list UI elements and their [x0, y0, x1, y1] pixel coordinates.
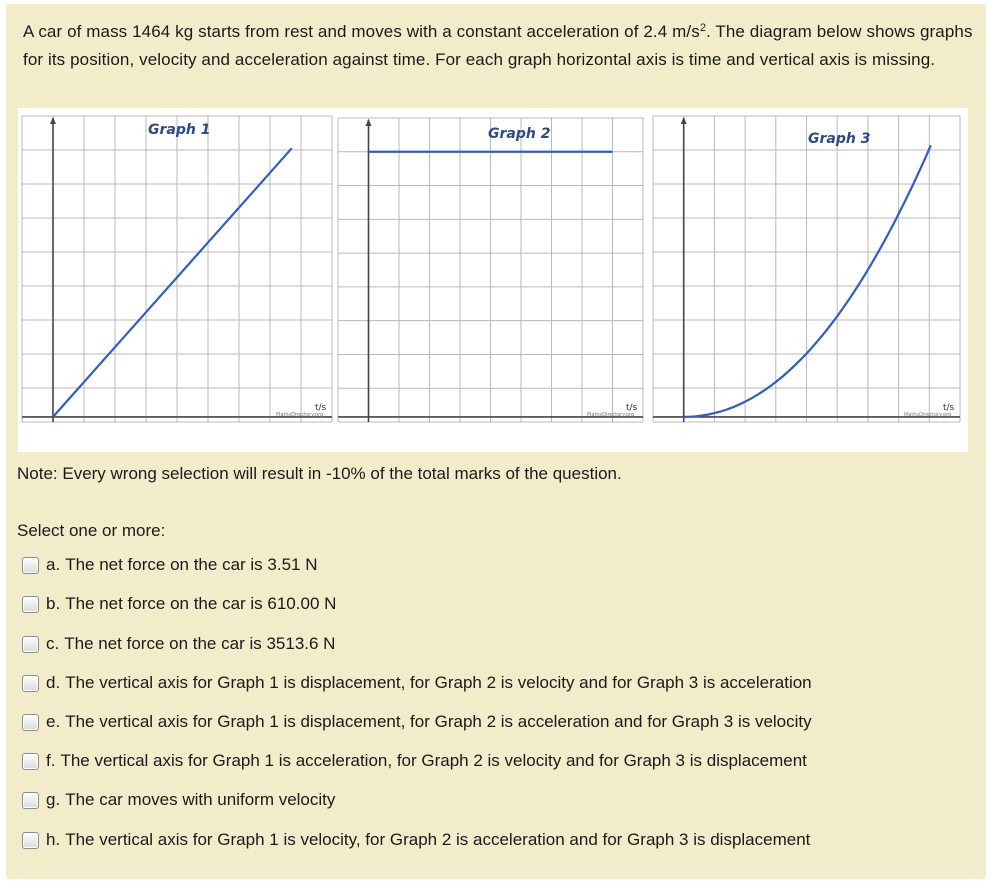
time-axis-label: t/s [943, 402, 955, 413]
graphs-figure [18, 108, 968, 452]
graph-2 [338, 118, 643, 422]
graph-3 [653, 116, 960, 422]
option-text: The vertical axis for Graph 1 is acceleration, for Graph 2 is velocity and for Graph 3 is displacement [60, 751, 807, 770]
select-label: Select one or more: [17, 521, 166, 540]
option-letter: g. [46, 790, 61, 809]
option-text: The vertical axis for Graph 1 is displacement, for Graph 2 is acceleration and for Graph 3 is velocity [65, 712, 812, 731]
option-letter: b. [46, 594, 61, 613]
graph-title: Graph 2 [488, 126, 551, 142]
option-letter: a. [46, 555, 61, 574]
option-text: The net force on the car is 3513.6 N [64, 634, 336, 653]
option-text: The net force on the car is 610.00 N [65, 594, 337, 613]
question-text-part2: . The diagram below shows graphs for its position, velocity and acceleration against time. For each graph horizontal axis is time and vertical axis is missing. [23, 22, 973, 69]
option-text: The car moves with uniform velocity [65, 790, 336, 809]
graph-grid [653, 116, 960, 422]
option-a[interactable] [22, 551, 318, 579]
time-axis-label: t/s [315, 402, 327, 413]
option-text: The vertical axis for Graph 1 is velocity, for Graph 2 is acceleration and for Graph 3 is displacement [65, 830, 811, 849]
graph-curve [684, 145, 931, 417]
graph-title: Graph 3 [808, 131, 871, 147]
graph-watermark: MathsDirectory.org [904, 412, 952, 418]
question-exponent: 2 [699, 22, 707, 34]
graph-title: Graph 1 [148, 122, 211, 138]
y-axis-arrow-icon [50, 117, 56, 124]
time-axis-label: t/s [626, 402, 638, 413]
graphs-svg [18, 108, 968, 452]
checkbox-a[interactable] [22, 557, 39, 574]
checkbox-h[interactable] [22, 832, 39, 849]
option-letter: c. [46, 634, 60, 653]
y-axis-arrow-icon [366, 119, 372, 126]
graph-watermark: MathsDirectory.org [587, 412, 635, 418]
y-axis-arrow-icon [681, 117, 687, 124]
option-h[interactable] [22, 826, 810, 854]
option-e[interactable] [22, 708, 812, 736]
graph-grid [338, 118, 643, 422]
note-text: Note: Every wrong selection will result in -10% of the total marks of the question. [17, 464, 622, 483]
option-text: The vertical axis for Graph 1 is displacement, for Graph 2 is velocity and for Graph 3 is acceleration [65, 673, 812, 692]
option-f[interactable] [22, 747, 807, 775]
option-c[interactable] [22, 630, 335, 658]
graph-watermark: MathsDirectory.org [276, 412, 324, 418]
graph-curve [53, 148, 292, 417]
checkbox-c[interactable] [22, 636, 39, 653]
checkbox-g[interactable] [22, 792, 39, 809]
option-d[interactable] [22, 669, 812, 697]
option-text: The net force on the car is 3.51 N [65, 555, 318, 574]
option-letter: d. [46, 673, 61, 692]
question-text-part1: A car of mass 1464 kg starts from rest and moves with a constant acceleration of 2.4 m/s [23, 22, 700, 41]
graph-1 [22, 116, 332, 422]
option-b[interactable] [22, 590, 336, 618]
checkbox-f[interactable] [22, 753, 39, 770]
option-letter: h. [46, 830, 61, 849]
checkbox-b[interactable] [22, 596, 39, 613]
option-g[interactable] [22, 786, 335, 814]
graph-grid [22, 116, 332, 422]
checkbox-e[interactable] [22, 714, 39, 731]
checkbox-d[interactable] [22, 675, 39, 692]
option-letter: f. [46, 751, 56, 770]
question-text [23, 18, 973, 74]
option-letter: e. [46, 712, 61, 731]
